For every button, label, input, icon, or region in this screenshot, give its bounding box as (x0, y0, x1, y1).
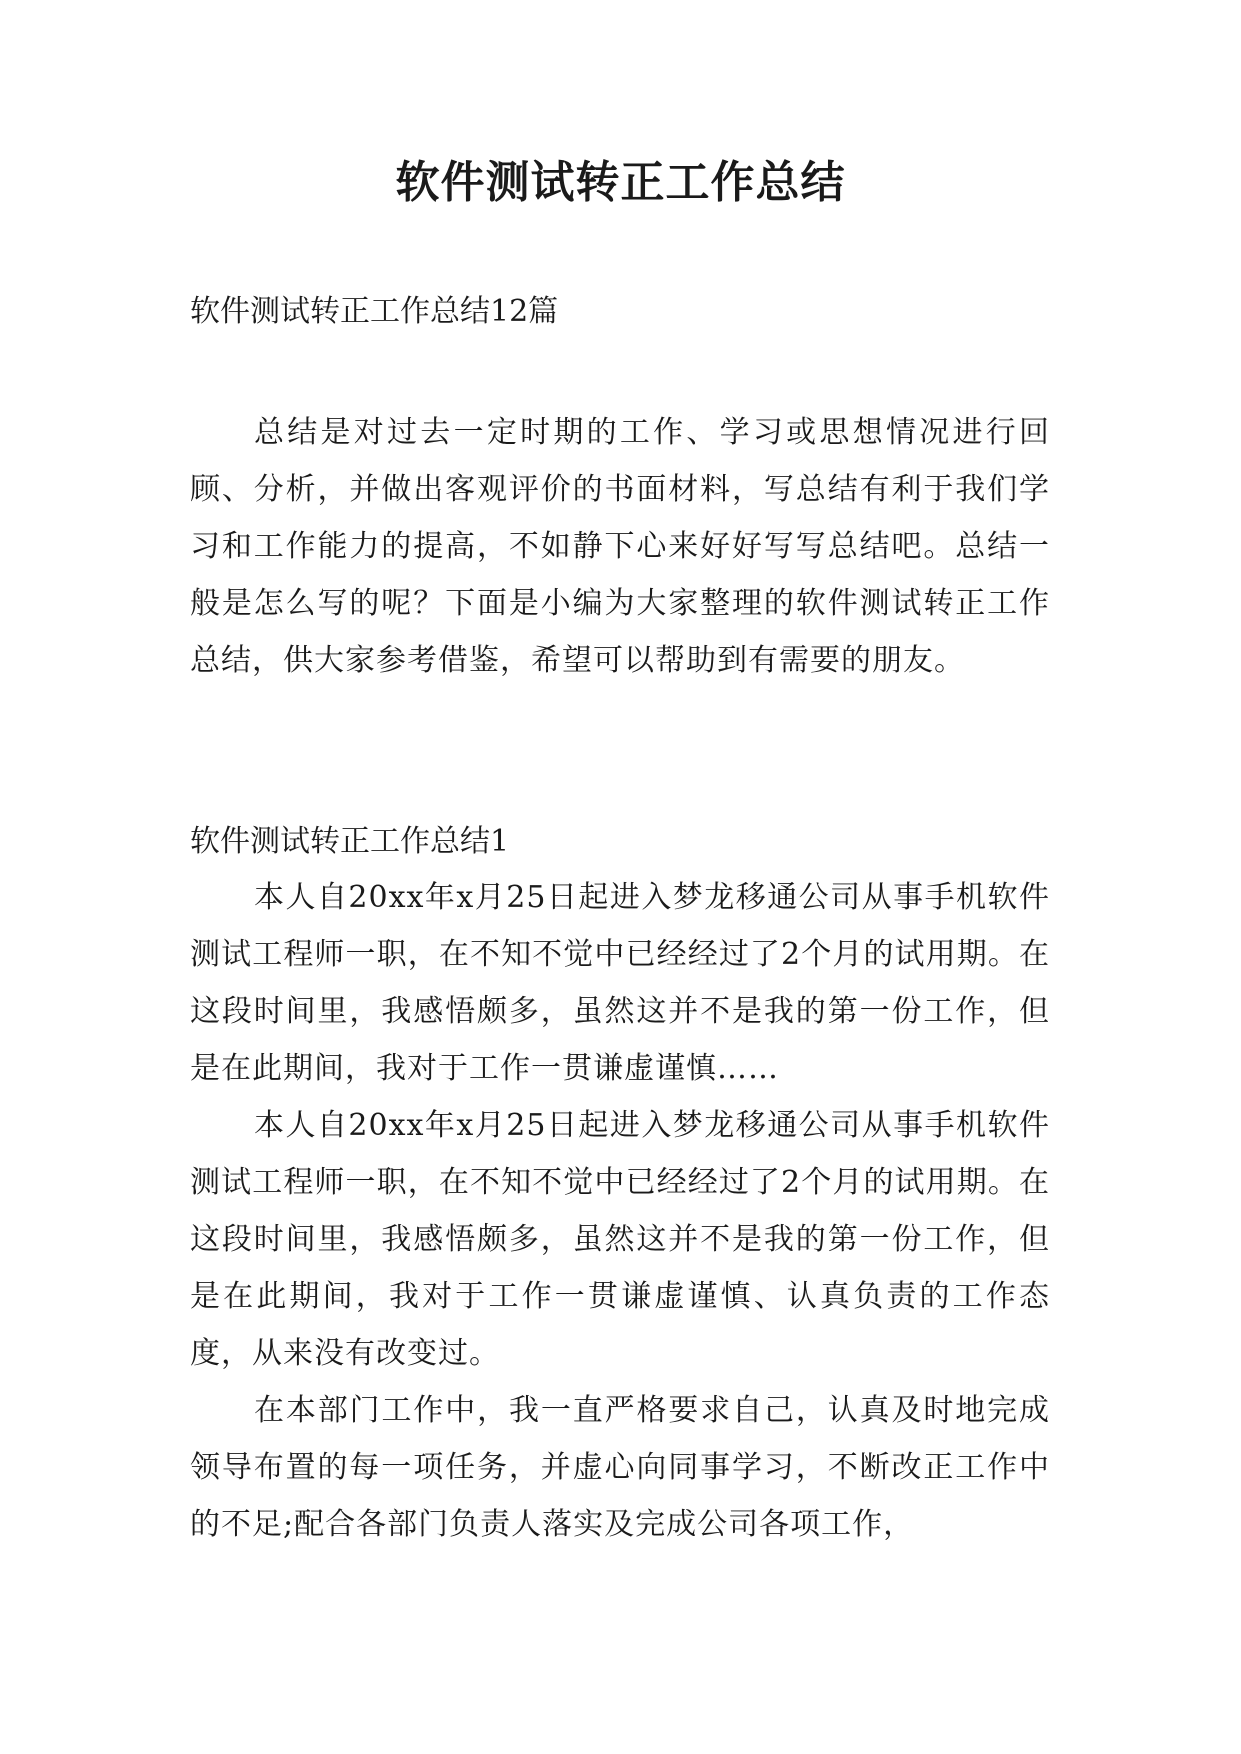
intro-paragraph: 总结是对过去一定时期的工作、学习或思想情况进行回顾、分析，并做出客观评价的书面材料，写总结有利于我们学习和工作能力的提高，不如静下心来好好写写总结吧。总结一般是怎么写的呢？下面是小编为大家整理的软件测试转正工作总结，供大家参考借鉴，希望可以帮助到有需要的朋友。 (190, 415, 1050, 678)
section-body (190, 869, 1050, 1553)
document-title: 软件测试转正工作总结 (395, 157, 846, 208)
body-paragraph: 本人自20xx年x月25日起进入梦龙移通公司从事手机软件测试工程师一职，在不知不觉中已经经过了2个月的试用期。在这段时间里，我感悟颇多，虽然这并不是我的第一份工作，但是在此期间，我对于工作一贯谦虚谨慎、认真负责的工作态度，从来没有改变过。 (190, 1108, 1050, 1371)
document-subtitle: 软件测试转正工作总结12篇 (190, 294, 559, 329)
body-paragraph: 在本部门工作中，我一直严格要求自己，认真及时地完成领导布置的每一项任务，并虚心向同事学习，不断改正工作中的不足;配合各部门负责人落实及完成公司各项工作， (190, 1393, 1050, 1542)
section-heading: 软件测试转正工作总结1 (190, 824, 510, 859)
body-paragraph: 本人自20xx年x月25日起进入梦龙移通公司从事手机软件测试工程师一职，在不知不觉中已经经过了2个月的试用期。在这段时间里，我感悟颇多，虽然这并不是我的第一份工作，但是在此期间，我对于工作一贯谦虚谨慎…… (190, 880, 1050, 1086)
intro-block (190, 404, 1050, 689)
